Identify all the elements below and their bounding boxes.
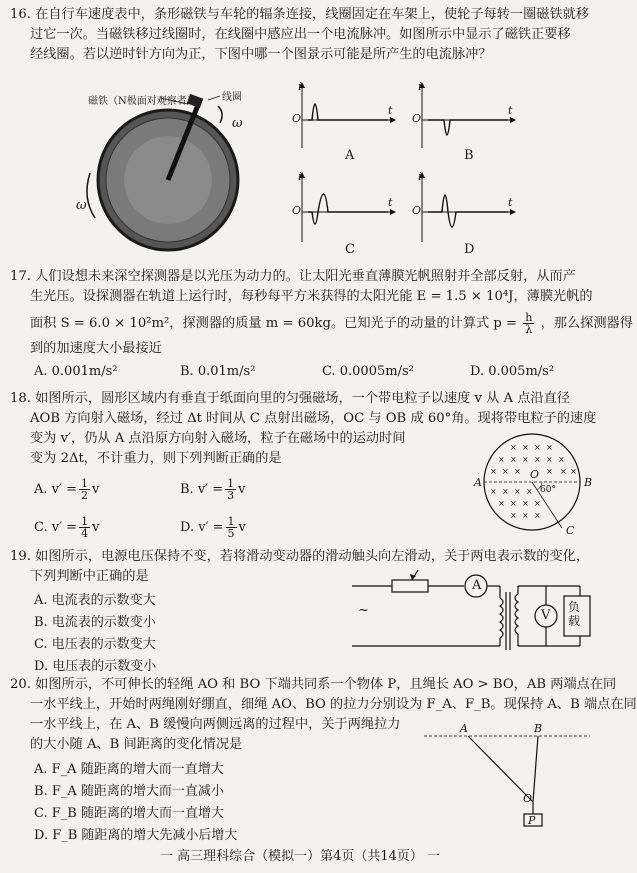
graph-a (288, 80, 398, 150)
svg-text:×: × (498, 499, 505, 508)
graph-a-o: O (292, 112, 302, 125)
graph-b (408, 80, 518, 150)
graph-c (288, 170, 398, 245)
q17-line4: 到的加速度大小最接近 (30, 341, 162, 356)
graph-c-o: O (292, 204, 302, 217)
svg-text:×: × (546, 455, 553, 464)
load-label: 负载 (568, 600, 581, 628)
q20-line2: 一水平线上，开始时两绳刚好绷直，细绳 AO、BO 的拉力分别设为 F_A、F_B。现保持 A、B 端点在同 (30, 697, 637, 712)
q20-fig-o: O (523, 792, 533, 805)
q18-fig-b: B (584, 476, 593, 489)
svg-text:×: × (490, 487, 497, 496)
svg-text:×: × (498, 455, 505, 464)
q17-option-a: A. 0.001m/s² (34, 364, 118, 379)
q18-fig-c: C (566, 524, 575, 537)
q20-option-d: D. F_B 随距离的增大先减小后增大 (34, 828, 238, 843)
q17-line2: 生光压。设探测器在轨道上运行时，每秒每平方米获得的太阳光能 E = 1.5 × 10⁴J，薄膜光帆的 (30, 289, 593, 304)
svg-text:×: × (510, 499, 517, 508)
q20-line3: 一水平线上，在 A、B 缓慢向两侧远离的过程中，关于两绳拉力 (30, 717, 401, 732)
q17-option-c: C. 0.0005m/s² (322, 364, 414, 379)
svg-text:×: × (490, 467, 497, 476)
q18-line1: 18. 如图所示，圆形区域内有垂直于纸面向里的匀强磁场，一个带电粒子以速度 v 从 A 点沿直径 (10, 391, 571, 406)
q19-option-a: A. 电流表的示数变大 (34, 593, 156, 608)
graph-c-t: t (388, 196, 393, 209)
svg-text:×: × (514, 487, 521, 496)
svg-text:×: × (510, 443, 517, 452)
magnetic-field-diagram (476, 430, 594, 542)
svg-text:×: × (514, 467, 521, 476)
svg-text:×: × (522, 455, 529, 464)
graph-b-label: B (464, 148, 474, 163)
graph-a-label: A (345, 148, 355, 163)
q18-option-b: B. v′ = $\frac{1}{3}$ v (180, 477, 246, 502)
q17-option-b: B. 0.01m/s² (180, 364, 256, 379)
svg-text:×: × (558, 455, 565, 464)
svg-text:×: × (510, 455, 517, 464)
graph-b-o: O (412, 112, 422, 125)
svg-text:×: × (570, 467, 577, 476)
q17-option-d: D. 0.005m/s² (470, 364, 555, 379)
q18-line2: AOB 方向射入磁场，经过 Δt 时间从 C 点射出磁场，OC 与 OB 成 60°角。现将带电粒子的速度 (30, 411, 597, 426)
q18-option-d: D. v′ = $\frac{1}{5}$ v (180, 515, 246, 540)
q19-option-d: D. 电压表的示数变小 (34, 659, 157, 674)
q20-option-b: B. F_A 随距离的增大而一直减小 (34, 784, 224, 799)
wheel-magnet-label: 磁铁（N极面对观察者） (88, 96, 197, 107)
svg-text:×: × (560, 467, 567, 476)
q19-line1: 19. 如图所示，电源电压保持不变，若将滑动变动器的滑动触头向左滑动，关于两电表示数的变化， (10, 549, 590, 564)
voltmeter-label: V (541, 608, 551, 623)
graph-d-i: i (418, 170, 422, 183)
svg-text:×: × (546, 467, 553, 476)
q18-option-c: C. v′ = $\frac{1}{4}$ v (34, 515, 100, 540)
ac-source-label: ~ (358, 603, 369, 618)
graph-d-o: O (412, 204, 422, 217)
q18-fig-o: O (530, 468, 540, 481)
q17-fraction: $\frac{h}{\lambda}$ (525, 311, 533, 336)
rope-diagram (420, 722, 595, 832)
graph-a-i: i (298, 80, 302, 93)
svg-text:×: × (534, 499, 541, 508)
graph-c-i: i (298, 170, 302, 183)
graph-d (408, 170, 518, 245)
graph-b-i: i (418, 80, 422, 93)
q19-option-c: C. 电压表的示数变大 (34, 637, 156, 652)
field-x-marks (490, 443, 577, 520)
q17-line3: 面积 S = 6.0 × 10²m²，探测器的质量 m = 60kg。已知光子的动量的计算式 p = $\frac{h}{\lambda}$ ，那么探测器得 (30, 311, 633, 336)
page-footer: 一 高三理科综合（模拟一）第4页（共14页） 一 (159, 849, 441, 864)
svg-text:×: × (522, 511, 529, 520)
svg-text:×: × (534, 511, 541, 520)
q16-line1: 16. 在自行车速度表中，条形磁铁与车轮的辐条连接，线圈固定在车架上，使轮子每转一圈磁铁就移 (10, 7, 590, 22)
q20-fig-b: B (534, 722, 543, 735)
wheel-coil-label: 线圈 (222, 92, 242, 103)
q18-line4: 变为 2Δt，不计重力，则下列判断正确的是 (30, 451, 282, 466)
q20-fig-p: P (528, 814, 536, 827)
q18-fig-a: A (474, 476, 482, 489)
svg-text:×: × (522, 499, 529, 508)
q18-line3: 变为 v′，仍从 A 点沿原方向射入磁场，粒子在磁场中的运动时间 (30, 431, 406, 446)
svg-text:×: × (534, 455, 541, 464)
graph-d-t: t (508, 196, 513, 209)
q20-option-c: C. F_B 随距离的增大而一直增大 (34, 806, 224, 821)
q16-line2: 过它一次。当磁铁移过线圈时，在线圈中感应出一个电流脉冲。如图所示中显示了磁铁正要移 (30, 27, 571, 42)
omega-label-left: ω (76, 198, 87, 213)
graph-a-t: t (388, 104, 393, 117)
svg-text:×: × (522, 443, 529, 452)
svg-text:×: × (510, 511, 517, 520)
q17-line1: 17. 人们设想未来深空探测器是以光压为动力的。让太阳光垂直薄膜光帆照射并全部反射，从而产 (10, 269, 576, 284)
q19-option-b: B. 电流表的示数变小 (34, 615, 156, 630)
q20-line1: 20. 如图所示，不可伸长的轻绳 AO 和 BO 下端共同系一个物体 P，且绳长 AO > BO，AB 两端点在同 (10, 677, 617, 692)
omega-label-right: ω (232, 116, 243, 131)
q18-fig-angle: 60° (540, 485, 556, 495)
graph-d-label: D (464, 242, 475, 257)
svg-text:×: × (502, 487, 509, 496)
svg-text:×: × (534, 443, 541, 452)
q19-line2: 下列判断中正确的是 (30, 569, 149, 584)
ammeter-label: A (472, 578, 482, 593)
q20-fig-a: A (460, 722, 468, 735)
q20-line4: 的大小随 A、B 间距离的变化情况是 (30, 737, 243, 752)
graph-b-t: t (508, 104, 513, 117)
q20-option-a: A. F_A 随距离的增大而一直增大 (34, 762, 224, 777)
q18-option-a: A. v′ = $\frac{1}{2}$ v (34, 477, 100, 502)
svg-text:×: × (502, 467, 509, 476)
svg-text:×: × (546, 443, 553, 452)
graph-c-label: C (345, 242, 355, 257)
svg-text:×: × (526, 487, 533, 496)
q16-line3: 经线圈。若以逆时针方向为正，下图中哪一个图景示可能是所产生的电流脉冲？ (30, 47, 492, 62)
